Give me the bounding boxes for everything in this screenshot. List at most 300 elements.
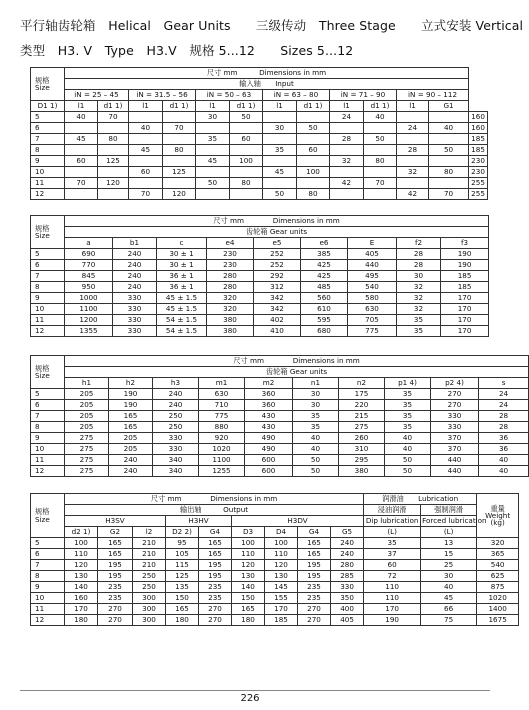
table-cell: 185 bbox=[265, 615, 298, 626]
size-cell: 11 bbox=[31, 315, 65, 326]
table-cell: 250 bbox=[133, 582, 166, 593]
table-cell: 45 bbox=[129, 145, 163, 156]
table-cell: 195 bbox=[298, 560, 331, 571]
size-cell: 8 bbox=[31, 145, 65, 156]
size-cell: 6 bbox=[31, 549, 65, 560]
table-cell: 270 bbox=[298, 604, 331, 615]
size-cell: 7 bbox=[31, 411, 65, 422]
header-cell: 规格 Size bbox=[31, 356, 65, 389]
header-cell: G5 bbox=[331, 527, 364, 538]
table-cell: 50 bbox=[385, 466, 431, 477]
table-cell bbox=[330, 167, 364, 178]
header-cell: G4 bbox=[199, 527, 232, 538]
size-cell: 10 bbox=[31, 304, 65, 315]
size-cell: 10 bbox=[31, 167, 65, 178]
table-cell: 30 ± 1 bbox=[157, 260, 207, 271]
header-cell: d2 1) bbox=[65, 527, 98, 538]
header-cell: iN = 31.5 – 56 bbox=[129, 90, 196, 101]
table-cell: 250 bbox=[153, 422, 199, 433]
table-cell: 40 bbox=[364, 112, 397, 123]
table-cell: 145 bbox=[265, 582, 298, 593]
table-cell bbox=[230, 145, 263, 156]
table-row bbox=[31, 604, 519, 615]
table-cell: 710 bbox=[199, 400, 245, 411]
table-cell: 595 bbox=[301, 315, 348, 326]
table-cell: 32 bbox=[397, 167, 429, 178]
table-cell bbox=[230, 189, 263, 200]
table-cell: 255 bbox=[469, 178, 488, 189]
table-cell: 330 bbox=[153, 433, 199, 444]
table-cell bbox=[397, 134, 429, 145]
table-cell: 165 bbox=[109, 422, 153, 433]
table-row bbox=[31, 411, 529, 422]
table-cell: 495 bbox=[348, 271, 397, 282]
table-cell: 170 bbox=[441, 326, 489, 337]
header-cell: Dip lubrication bbox=[364, 516, 421, 527]
table-cell: 230 bbox=[207, 249, 254, 260]
table-cell: 235 bbox=[298, 582, 331, 593]
table-cell: 120 bbox=[265, 560, 298, 571]
header-cell: 规格 Size bbox=[31, 68, 65, 101]
input-dimensions-table bbox=[30, 67, 488, 200]
table-row bbox=[31, 571, 519, 582]
table-cell bbox=[364, 189, 397, 200]
header-row bbox=[31, 227, 489, 238]
table-cell bbox=[297, 178, 330, 189]
table-cell: 28 bbox=[397, 260, 441, 271]
table-cell: 35 bbox=[293, 422, 339, 433]
table-cell: 190 bbox=[364, 615, 421, 626]
table-cell: 240 bbox=[113, 271, 157, 282]
table-cell: 165 bbox=[98, 549, 133, 560]
table-cell bbox=[98, 123, 129, 134]
table-cell bbox=[397, 178, 429, 189]
header-cell: m2 bbox=[245, 378, 293, 389]
table-cell: 630 bbox=[348, 304, 397, 315]
table-cell: 80 bbox=[163, 145, 196, 156]
table-cell: 60 bbox=[297, 145, 330, 156]
header-cell: l1 bbox=[129, 101, 163, 112]
table-cell: 45 bbox=[196, 156, 230, 167]
size-cell: 11 bbox=[31, 604, 65, 615]
table-cell: 30 bbox=[293, 389, 339, 400]
table-cell: 950 bbox=[65, 282, 113, 293]
table-cell bbox=[98, 167, 129, 178]
header-cell: l1 bbox=[65, 101, 98, 112]
table-cell: 230 bbox=[469, 156, 488, 167]
table-cell: 24 bbox=[479, 389, 529, 400]
table-cell: 235 bbox=[199, 593, 232, 604]
table-cell: 160 bbox=[469, 112, 488, 123]
table-cell: 35 bbox=[385, 389, 431, 400]
table-cell: 120 bbox=[98, 178, 129, 189]
table-cell: 270 bbox=[298, 615, 331, 626]
header-cell: c bbox=[157, 238, 207, 249]
header-row bbox=[31, 90, 488, 101]
table-cell: 410 bbox=[254, 326, 301, 337]
table-cell: 440 bbox=[431, 455, 479, 466]
table-cell: 180 bbox=[65, 615, 98, 626]
header-cell: 规格 Size bbox=[31, 494, 65, 538]
size-cell: 6 bbox=[31, 123, 65, 134]
table-cell: 275 bbox=[65, 444, 109, 455]
table-cell: 880 bbox=[199, 422, 245, 433]
table-cell: 875 bbox=[477, 582, 519, 593]
table-cell bbox=[98, 189, 129, 200]
table-cell: 45 bbox=[263, 167, 297, 178]
table-cell: 360 bbox=[245, 389, 293, 400]
table-cell: 95 bbox=[166, 538, 199, 549]
header-cell: b1 bbox=[113, 238, 157, 249]
table-cell: 402 bbox=[254, 315, 301, 326]
size-cell: 7 bbox=[31, 560, 65, 571]
table-cell: 140 bbox=[232, 582, 265, 593]
table-cell: 80 bbox=[98, 134, 129, 145]
table-cell: 195 bbox=[98, 560, 133, 571]
table-cell bbox=[230, 123, 263, 134]
table-cell: 330 bbox=[113, 293, 157, 304]
header-cell: 重量 Weight (kg) bbox=[477, 494, 519, 538]
table-cell: 140 bbox=[65, 582, 98, 593]
size-cell: 12 bbox=[31, 189, 65, 200]
table-row bbox=[31, 455, 529, 466]
header-cell: 尺寸 mm Dimensions in mm bbox=[65, 494, 364, 505]
table-cell bbox=[196, 123, 230, 134]
size-cell: 11 bbox=[31, 455, 65, 466]
header-row bbox=[31, 356, 529, 367]
table-cell: 252 bbox=[254, 260, 301, 271]
table-cell: 440 bbox=[348, 260, 397, 271]
table-cell: 40 bbox=[429, 123, 469, 134]
table-cell: 365 bbox=[477, 549, 519, 560]
table-cell: 490 bbox=[245, 444, 293, 455]
table-cell: 485 bbox=[301, 282, 348, 293]
table-cell: 330 bbox=[113, 326, 157, 337]
table-cell: 32 bbox=[397, 293, 441, 304]
table-cell: 100 bbox=[65, 538, 98, 549]
table-cell: 205 bbox=[65, 411, 109, 422]
table-cell: 165 bbox=[298, 538, 331, 549]
table-cell: 42 bbox=[330, 178, 364, 189]
header-cell: G2 bbox=[98, 527, 133, 538]
table-cell: 50 bbox=[293, 466, 339, 477]
table-cell: 36 ± 1 bbox=[157, 271, 207, 282]
table-cell: 35 bbox=[397, 315, 441, 326]
table-cell: 30 bbox=[293, 400, 339, 411]
table-cell: 340 bbox=[153, 455, 199, 466]
table-cell: 1355 bbox=[65, 326, 113, 337]
table-cell: 380 bbox=[339, 466, 385, 477]
table-cell: 275 bbox=[65, 433, 109, 444]
header-cell: 强制润滑 bbox=[421, 505, 477, 516]
header-cell: (L) bbox=[364, 527, 421, 538]
header-cell: Forced lubrication bbox=[422, 516, 487, 526]
table-cell: 28 bbox=[397, 145, 429, 156]
header-cell: n2 bbox=[339, 378, 385, 389]
table-cell bbox=[196, 145, 230, 156]
table-cell: 75 bbox=[421, 615, 477, 626]
table-cell: 80 bbox=[364, 156, 397, 167]
size-cell: 9 bbox=[31, 156, 65, 167]
table-cell: 340 bbox=[153, 466, 199, 477]
size-cell: 5 bbox=[31, 112, 65, 123]
table-row bbox=[31, 156, 488, 167]
table-cell bbox=[297, 156, 330, 167]
page-subtitle: 类型 H3. V Type H3.V 规格 5...12 Sizes 5...12 bbox=[20, 43, 354, 58]
table-cell bbox=[263, 178, 297, 189]
page-title: 平行轴齿轮箱 Helical Gear Units 三级传动 Three Stage 立式安装 Vertical bbox=[20, 18, 524, 33]
table-row bbox=[31, 249, 489, 260]
table-cell: 205 bbox=[109, 444, 153, 455]
table-cell bbox=[397, 112, 429, 123]
table-cell: 130 bbox=[265, 571, 298, 582]
header-cell: (L) bbox=[421, 527, 477, 538]
table-cell: 1100 bbox=[199, 455, 245, 466]
table-cell: 50 bbox=[364, 134, 397, 145]
table-cell: 36 bbox=[479, 444, 529, 455]
table-cell: 130 bbox=[232, 571, 265, 582]
table-cell: 32 bbox=[397, 304, 441, 315]
header-cell: l1 bbox=[330, 101, 364, 112]
table-cell bbox=[429, 178, 469, 189]
table-row bbox=[31, 293, 489, 304]
table-row bbox=[31, 260, 489, 271]
table-cell: 230 bbox=[207, 260, 254, 271]
table-cell: 170 bbox=[441, 304, 489, 315]
table-cell: 240 bbox=[113, 260, 157, 271]
table-cell bbox=[330, 145, 364, 156]
table-cell: 125 bbox=[98, 156, 129, 167]
header-cell: D2 2) bbox=[166, 527, 199, 538]
table-cell: 195 bbox=[199, 560, 232, 571]
size-cell: 5 bbox=[31, 389, 65, 400]
table-cell: 580 bbox=[348, 293, 397, 304]
table-cell: 280 bbox=[331, 560, 364, 571]
table-cell: 190 bbox=[441, 249, 489, 260]
size-cell: 9 bbox=[31, 433, 65, 444]
table-cell: 40 bbox=[293, 444, 339, 455]
header-cell: d1 1) bbox=[297, 101, 330, 112]
header-cell: l1 bbox=[196, 101, 230, 112]
table-cell: 270 bbox=[431, 389, 479, 400]
table-cell: 430 bbox=[245, 411, 293, 422]
table-cell: 330 bbox=[153, 444, 199, 455]
table-cell: 36 bbox=[479, 433, 529, 444]
table-cell: 185 bbox=[469, 145, 488, 156]
table-cell: 40 bbox=[385, 444, 431, 455]
table-cell: 240 bbox=[153, 389, 199, 400]
table-cell: 845 bbox=[65, 271, 113, 282]
table-cell: 100 bbox=[265, 538, 298, 549]
table-cell: 24 bbox=[479, 400, 529, 411]
table-cell bbox=[163, 134, 196, 145]
table-row bbox=[31, 145, 488, 156]
header-row bbox=[31, 516, 519, 527]
table-cell: 36 ± 1 bbox=[157, 282, 207, 293]
table-cell: 285 bbox=[331, 571, 364, 582]
table-cell: 920 bbox=[199, 433, 245, 444]
table-cell: 110 bbox=[364, 582, 421, 593]
size-cell: 6 bbox=[31, 400, 65, 411]
size-cell: 5 bbox=[31, 538, 65, 549]
table-cell: 54 ± 1.5 bbox=[157, 315, 207, 326]
size-cell: 12 bbox=[31, 326, 65, 337]
table-cell: 35 bbox=[293, 411, 339, 422]
table-cell: 370 bbox=[431, 433, 479, 444]
table-cell: 170 bbox=[441, 315, 489, 326]
table-cell: 50 bbox=[429, 145, 469, 156]
table-cell: 45 bbox=[65, 134, 98, 145]
table-cell bbox=[163, 178, 196, 189]
header-cell: e4 bbox=[207, 238, 254, 249]
table-cell: 250 bbox=[133, 571, 166, 582]
table-cell: 235 bbox=[298, 593, 331, 604]
header-cell: n1 bbox=[293, 378, 339, 389]
table-cell: 680 bbox=[301, 326, 348, 337]
table-cell: 270 bbox=[98, 604, 133, 615]
table-cell: 66 bbox=[421, 604, 477, 615]
table-cell: 170 bbox=[265, 604, 298, 615]
header-cell: h2 bbox=[109, 378, 153, 389]
header-cell: 规格 Size bbox=[31, 216, 65, 249]
table-cell: 80 bbox=[429, 167, 469, 178]
table-cell: 252 bbox=[254, 249, 301, 260]
table-cell bbox=[330, 123, 364, 134]
table-cell: 28 bbox=[479, 411, 529, 422]
table-row bbox=[31, 466, 529, 477]
table-row bbox=[31, 549, 519, 560]
table-cell: 235 bbox=[98, 582, 133, 593]
header-cell: 尺寸 mm Dimensions in mm bbox=[65, 216, 489, 227]
header-cell: D4 bbox=[265, 527, 298, 538]
table-row bbox=[31, 615, 519, 626]
table-row bbox=[31, 271, 489, 282]
table-cell: 50 bbox=[297, 123, 330, 134]
table-cell: 205 bbox=[65, 389, 109, 400]
table-cell: 195 bbox=[298, 571, 331, 582]
header-cell: d1 1) bbox=[98, 101, 129, 112]
header-cell: s bbox=[479, 378, 529, 389]
table-cell: 15 bbox=[421, 549, 477, 560]
table-cell: 190 bbox=[109, 389, 153, 400]
header-cell: d1 1) bbox=[364, 101, 397, 112]
table-cell: 160 bbox=[65, 593, 98, 604]
header-cell: l1 bbox=[397, 101, 429, 112]
table-cell: 205 bbox=[65, 422, 109, 433]
table-cell: 30 bbox=[421, 571, 477, 582]
table-cell: 330 bbox=[331, 582, 364, 593]
table-cell: 240 bbox=[109, 466, 153, 477]
table-cell: 24 bbox=[397, 123, 429, 134]
header-cell: p1 4) bbox=[385, 378, 431, 389]
table-cell: 630 bbox=[199, 389, 245, 400]
header-cell: 齿轮箱 Gear units bbox=[65, 227, 489, 238]
header-cell: m1 bbox=[199, 378, 245, 389]
size-cell: 7 bbox=[31, 134, 65, 145]
table-cell: 150 bbox=[166, 593, 199, 604]
table-cell bbox=[65, 145, 98, 156]
table-cell: 37 bbox=[364, 549, 421, 560]
table-cell: 330 bbox=[113, 304, 157, 315]
table-row bbox=[31, 178, 488, 189]
header-cell: iN = 71 – 90 bbox=[330, 90, 397, 101]
table-cell: 195 bbox=[199, 571, 232, 582]
table-row bbox=[31, 582, 519, 593]
table-cell: 310 bbox=[339, 444, 385, 455]
table-cell bbox=[129, 178, 163, 189]
table-cell: 110 bbox=[364, 593, 421, 604]
size-cell: 5 bbox=[31, 249, 65, 260]
table-cell: 120 bbox=[65, 560, 98, 571]
table-cell: 342 bbox=[254, 304, 301, 315]
table-cell bbox=[65, 189, 98, 200]
table-cell: 60 bbox=[129, 167, 163, 178]
table-cell: 40 bbox=[65, 112, 98, 123]
table-cell: 300 bbox=[133, 615, 166, 626]
table-cell: 280 bbox=[207, 282, 254, 293]
header-cell: 齿轮箱 Gear units bbox=[65, 367, 529, 378]
table-cell: 40 bbox=[293, 433, 339, 444]
table-row bbox=[31, 326, 489, 337]
table-cell bbox=[98, 145, 129, 156]
table-cell: 45 ± 1.5 bbox=[157, 293, 207, 304]
header-cell: h3 bbox=[153, 378, 199, 389]
header-row bbox=[31, 378, 529, 389]
table-cell: 280 bbox=[207, 271, 254, 282]
table-cell: 610 bbox=[301, 304, 348, 315]
table-cell: 54 ± 1.5 bbox=[157, 326, 207, 337]
table-cell: 35 bbox=[397, 326, 441, 337]
table-cell: 60 bbox=[65, 156, 98, 167]
table-cell: 165 bbox=[199, 538, 232, 549]
table-cell bbox=[230, 167, 263, 178]
table-cell: 70 bbox=[163, 123, 196, 134]
table-cell: 35 bbox=[263, 145, 297, 156]
size-cell: 10 bbox=[31, 444, 65, 455]
table-cell: 28 bbox=[330, 134, 364, 145]
table-cell: 130 bbox=[65, 571, 98, 582]
header-cell: l1 bbox=[263, 101, 297, 112]
table-cell bbox=[429, 134, 469, 145]
table-cell: 35 bbox=[364, 538, 421, 549]
table-cell: 45 ± 1.5 bbox=[157, 304, 207, 315]
table-cell: 440 bbox=[431, 466, 479, 477]
table-cell: 30 bbox=[263, 123, 297, 134]
table-cell: 125 bbox=[166, 571, 199, 582]
table-cell: 50 bbox=[263, 189, 297, 200]
header-row bbox=[31, 68, 488, 79]
size-cell: 12 bbox=[31, 615, 65, 626]
table-row bbox=[31, 315, 489, 326]
table-cell: 330 bbox=[113, 315, 157, 326]
table-cell: 215 bbox=[339, 411, 385, 422]
table-cell bbox=[129, 134, 163, 145]
table-cell: 240 bbox=[331, 538, 364, 549]
table-cell: 185 bbox=[441, 271, 489, 282]
table-cell: 30 bbox=[397, 271, 441, 282]
table-row bbox=[31, 593, 519, 604]
table-cell: 35 bbox=[385, 411, 431, 422]
size-cell: 9 bbox=[31, 582, 65, 593]
table-cell: 705 bbox=[348, 315, 397, 326]
table-cell: 110 bbox=[265, 549, 298, 560]
table-cell: 165 bbox=[109, 411, 153, 422]
table-cell: 380 bbox=[207, 326, 254, 337]
header-cell: f2 bbox=[397, 238, 441, 249]
table-cell: 60 bbox=[364, 560, 421, 571]
table-cell: 42 bbox=[397, 189, 429, 200]
header-cell: G4 bbox=[298, 527, 331, 538]
